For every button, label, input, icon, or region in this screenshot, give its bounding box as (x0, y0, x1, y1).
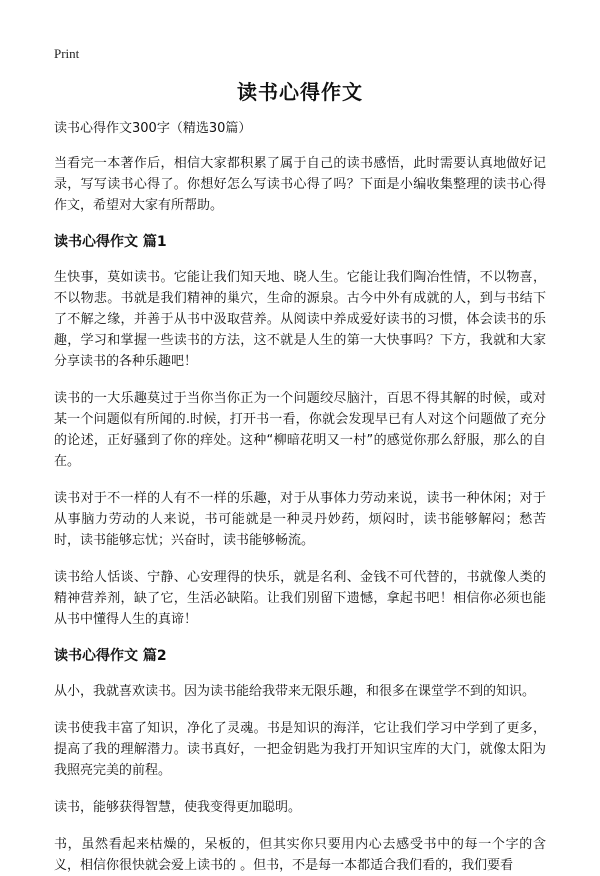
section-2-paragraph: 读书使我丰富了知识，净化了灵魂。书是知识的海洋，它让我们学习中学到了更多，提高了我的理解潜力。读书真好，一把金钥匙为我打开知识宝库的大门，就像太阳为我照亮完美的前程。 (54, 721, 546, 778)
intro-paragraph: 当看完一本著作后，相信大家都积累了属于自己的读书感悟，此时需要认真地做好记录，写写读书心得了。你想好怎么写读书心得了吗？下面是小编收集整理的读书心得作文，希望对大家有所帮助。 (54, 156, 546, 213)
print-label: Print (54, 46, 80, 61)
section-2-paragraph: 从小，我就喜欢读书。因为读书能给我带来无限乐趣，和很多在课堂学不到的知识。 (54, 684, 536, 699)
section-1-paragraph: 读书的一大乐趣莫过于当你当你正为一个问题绞尽脑汁，百思不得其解的时候，或对某一个问题似有所闻的.时候，打开书一看，你就会发现早已有人对这个问题做了充分的论述，正好骚到了你的痒处。这种“柳暗花明又一村”的感觉你那么舒服，那么的自在。 (54, 391, 546, 469)
section-1-paragraph: 生快事，莫如读书。它能让我们知天地、晓人生。它能让我们陶冶性情，不以物喜，不以物悲。书就是我们精神的巢穴，生命的源泉。古今中外有成就的人，到与书结下了不解之缘，并善于从书中汲取营养。从阅读中养成爱好读书的习惯，体会读书的乐趣，学习和掌握一些读书的方法，这不就是人生的第一大快事吗？下方，我就和大家分享读书的各种乐趣吧！ (54, 270, 546, 369)
section-1-paragraph: 读书对于不一样的人有不一样的乐趣，对于从事体力劳动来说，读书一种休闲；对于从事脑力劳动的人来说，书可能就是一种灵丹妙药，烦闷时，读书能够解闷；愁苦时，读书能够忘忧；兴奋时，读书能够畅流。 (54, 491, 546, 548)
document-subtitle: 读书心得作文300字（精选30篇） (54, 121, 252, 136)
section-1-paragraph: 读书给人恬谈、宁静、心安理得的快乐，就是名利、金钱不可代替的，书就像人类的精神营养剂，缺了它，生活必缺陷。让我们别留下遗憾，拿起书吧！相信你必须也能从书中懂得人生的真谛！ (54, 570, 546, 627)
section-2-paragraph: 读书，能够获得智慧，使我变得更加聪明。 (54, 800, 302, 815)
section-heading-2: 读书心得作文 篇2 (54, 648, 167, 664)
document-title: 读书心得作文 (237, 80, 363, 104)
document-body (54, 118, 546, 876)
section-heading-1: 读书心得作文 篇1 (54, 234, 167, 250)
section-2-paragraph: 书，虽然看起来枯燥的，呆板的，但其实你只要用内心去感受书中的每一个字的含义，相信你很快就会爱上读书的 。但书，不是每一本都适合我们看的，我们要看 (54, 837, 546, 873)
